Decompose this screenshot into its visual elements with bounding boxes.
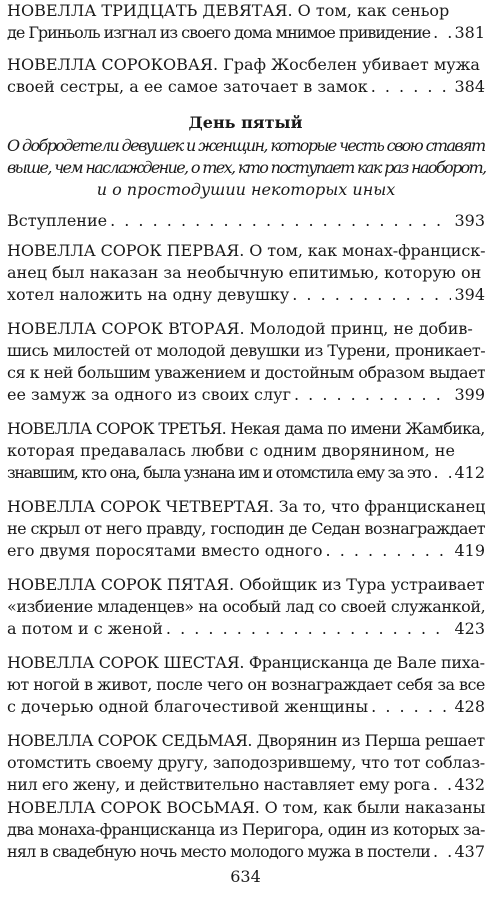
- page-number: 432: [454, 775, 485, 794]
- toc-entry-line: НОВЕЛЛА СОРОК ВТОРАЯ. Молодой принц, не добив-: [7, 319, 473, 338]
- toc-entry-line: отомстить своему другу, заподозрившему, что тот соблаз-: [7, 753, 485, 772]
- section-subtitle: [7, 135, 485, 201]
- page-number: 381: [454, 23, 485, 42]
- toc-entry-line: ее замуж за одного из своих слуг: [7, 385, 291, 404]
- page-number: 384: [454, 77, 485, 96]
- toc-entry-line: знавшим, кто она, была узнана им и отомстила ему за это: [7, 463, 431, 482]
- toc-entry-line: де Гриньоль изгнал из своего дома мнимое привидение: [7, 23, 431, 42]
- toc-entry-line: НОВЕЛЛА ТРИДЦАТЬ ДЕВЯТАЯ. О том, как сеньор: [7, 1, 450, 20]
- page-number: 419: [454, 541, 485, 560]
- section-subtitle-line: О добродетели девушек и женщин, которые честь свою ставят: [7, 136, 485, 155]
- toc-entry-line: не скрыл от него правду, господин де Седан вознаграждает: [7, 519, 485, 538]
- toc-entry-intro[interactable]: [7, 210, 485, 232]
- toc-entry-novella-42[interactable]: [7, 318, 485, 406]
- dot-leader: [326, 540, 452, 562]
- toc-entry-novella-40[interactable]: [7, 54, 485, 98]
- toc-entry-line: НОВЕЛЛА СОРОК СЕДЬМАЯ. Дворянин из Перша решает: [7, 731, 485, 750]
- toc-entry-line: его двумя поросятами вместо одного: [7, 541, 323, 560]
- toc-entry-line: которая предавалась любви с одним дворянином, не: [7, 441, 455, 460]
- toc-entry-novella-46[interactable]: [7, 652, 485, 718]
- toc-entry-line: НОВЕЛЛА СОРОК ТРЕТЬЯ. Некая дама по имени Жамбика,: [7, 419, 485, 438]
- page-number: 393: [454, 211, 485, 230]
- page-folio-number: 634: [230, 867, 261, 886]
- toc-entry-line: НОВЕЛЛА СОРОК ПЕРВАЯ. О том, как монах-франциск-: [7, 241, 485, 260]
- dot-leader: [433, 841, 452, 863]
- toc-entry-novella-39[interactable]: [7, 0, 485, 44]
- page-number: 437: [454, 842, 485, 861]
- dot-leader: [166, 618, 452, 640]
- toc-entry-line: шись милостей от молодой девушки из Турени, проникает-: [7, 341, 485, 360]
- page-number: 394: [454, 285, 485, 304]
- dot-leader: [292, 284, 451, 306]
- toc-entry-novella-48[interactable]: [7, 797, 485, 863]
- dot-leader: [433, 462, 451, 484]
- section-subtitle-line: и о простодушии некоторых иных: [96, 180, 396, 199]
- toc-entry-line: «избиение младенцев» на особый лад со своей служанкой,: [7, 597, 485, 616]
- page-number: 399: [454, 385, 485, 404]
- toc-entry-line: ют ногой в живот, после чего он вознаграждает себя за все: [7, 675, 485, 694]
- toc-entry-line: нил его жену, и действительно наставляет ему рога: [7, 775, 430, 794]
- toc-entry-line: нял в свадебную ночь место молодого мужа в постели: [7, 842, 430, 861]
- toc-entry-line: НОВЕЛЛА СОРОКОВАЯ. Граф Жосбелен убивает мужа: [7, 55, 480, 74]
- toc-entry-line: а потом и с женой: [7, 619, 163, 638]
- toc-entry-line: анец был наказан за необычную епитимью, которую он: [7, 263, 482, 282]
- page-number: 423: [454, 619, 485, 638]
- toc-entry-line: два монаха-францисканца из Перигора, один из которых за-: [7, 820, 485, 839]
- page-number: 412: [454, 463, 485, 482]
- toc-entry-novella-41[interactable]: [7, 240, 485, 306]
- toc-entry-line: хотел наложить на одну девушку: [7, 285, 290, 304]
- dot-leader: [110, 210, 451, 232]
- section-subtitle-line: выше, чем наслаждение, о тех, кто поступает как раз наоборот,: [7, 158, 486, 177]
- dot-leader: [371, 76, 452, 98]
- toc-entry-line: ся к ней большим уважением и достойным образом выдает: [7, 363, 485, 382]
- section-title: День пятый: [188, 113, 303, 132]
- toc-entry-line: своей сестры, а ее самое заточает в замок: [7, 77, 368, 96]
- toc-entry-line: НОВЕЛЛА СОРОК ВОСЬМАЯ. О том, как были наказаны: [7, 798, 485, 817]
- toc-entry-line: НОВЕЛЛА СОРОК ПЯТАЯ. Обойщик из Тура устраивает: [7, 575, 485, 594]
- dot-leader: [294, 384, 451, 406]
- toc-entry-novella-45[interactable]: [7, 574, 485, 640]
- toc-entry-line: НОВЕЛЛА СОРОК ШЕСТАЯ. Францисканца де Вале пиха-: [7, 653, 485, 672]
- dot-leader: [433, 774, 452, 796]
- toc-entry-novella-47[interactable]: [7, 730, 485, 796]
- dot-leader: [433, 22, 451, 44]
- page-number: 428: [454, 697, 485, 716]
- toc-entry-line: с дочерью одной благочестивой женщины: [7, 697, 369, 716]
- toc-entry-novella-44[interactable]: [7, 496, 485, 562]
- toc-entry-line: Вступление: [7, 211, 108, 230]
- toc-entry-line: НОВЕЛЛА СОРОК ЧЕТВЕРТАЯ. За то, что францисканец: [7, 497, 485, 516]
- toc-entry-novella-43[interactable]: [7, 418, 485, 484]
- dot-leader: [371, 696, 451, 718]
